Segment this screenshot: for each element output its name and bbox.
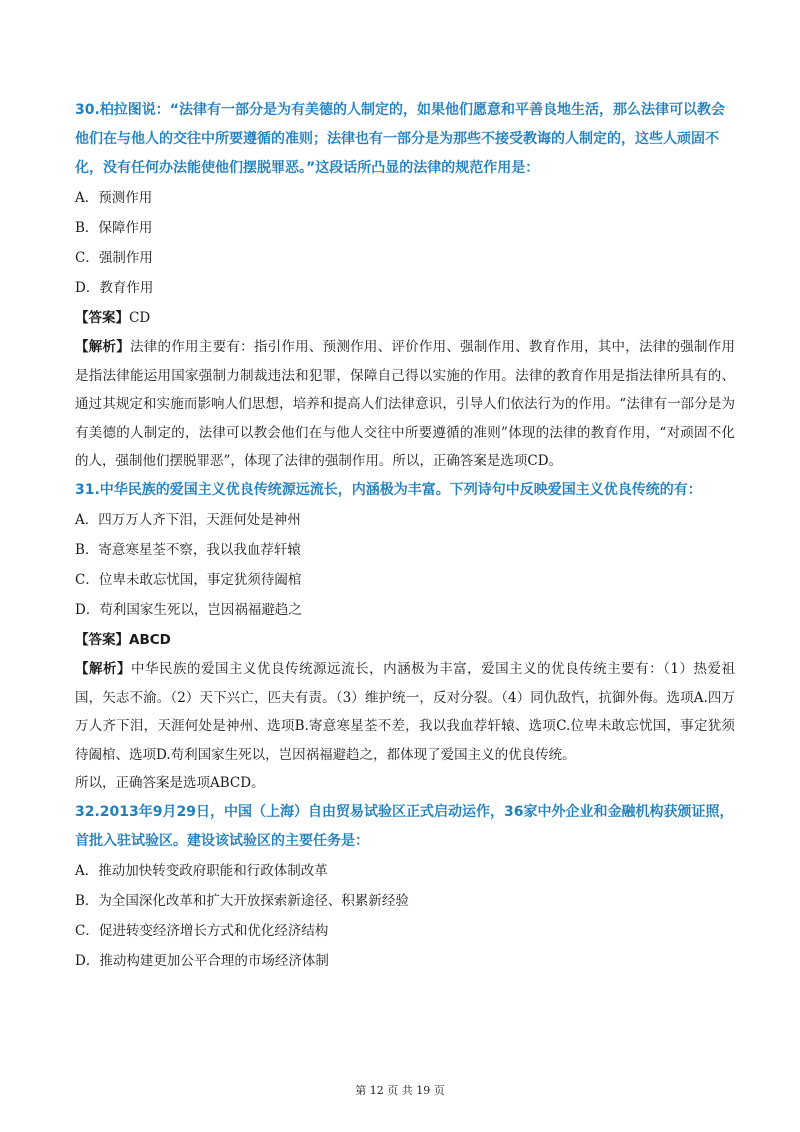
analysis-text: 中华民族的爱国主义优良传统源远流长，内涵极为丰富，爱国主义的优良传统主要有：（1）热爱祖国，矢志不渝。（2）天下兴亡，匹夫有责。（3）维护统一，反对分裂。（4）同仇敌忾，抗御外侮。选项A.四万万人齐下泪，天涯何处是神州、选项B.寄意寒星荃不差，我以我血荐轩辕、选项C.位卑未敢忘忧国，事定犹须待阖棺、选项D.苟利国家生死以，岂因祸福避趋之，都体现了爱国主义的优良传统。 <box>75 660 735 763</box>
question-32-option-d: D．推动构建更加公平合理的市场经济体制 <box>75 952 329 969</box>
analysis-tag: 【解析】 <box>75 660 132 677</box>
question-30-option-a: A．预测作用 <box>75 190 153 206</box>
question-32-option-c: C．促进转变经济增长方式和优化经济结构 <box>75 922 329 939</box>
answer-tag: 【答案】 <box>75 310 129 326</box>
question-30-option-c: C．强制作用 <box>75 250 153 266</box>
question-30-option-b: B．保障作用 <box>75 220 153 236</box>
analysis-text: 法律的作用主要有：指引作用、预测作用、评价作用、强制作用、教育作用，其中，法律的强制作用是指法律能运用国家强制力制裁违法和犯罪，保障自己得以实施的作用。法律的教育作用是指法律所具有的、通过其规定和实施而影响人们思想，培养和提高人们法律意识，引导人们依法行为的作用。“法律有一部分是为有美德的人制定的，法律可以教会他们在与他人交往中所要遵循的准则”体现的法律的教育作用，“对顽固不化的人，强制他们摆脱罪恶”，体现了法律的强制作用。所以，正确答案是选项CD。 <box>75 339 736 470</box>
question-31-option-a: A．四万万人齐下泪，天涯何处是神州 <box>75 511 301 528</box>
question-31-option-b: B．寄意寒星荃不察，我以我血荐轩辕 <box>75 541 301 558</box>
question-30-option-d: D．教育作用 <box>75 280 154 296</box>
question-32-option-b: B．为全国深化改革和扩大开放探索新途径、积累新经验 <box>75 892 409 909</box>
question-31-analysis <box>75 655 735 769</box>
question-30-title: 30.柏拉图说：“法律有一部分是为有美德的人制定的，如果他们愿意和平善良地生活，那么法律可以教会他们在与他人的交往中所要遵循的准则；法律也有一部分是为那些不接受教诲的人制定的，这些人顽固不化，没有任何办法能使他们摆脱罪恶。”这段话所凸显的法律的规范作用是： <box>75 102 725 176</box>
answer-value: CD <box>129 310 151 326</box>
question-30-analysis <box>75 333 735 476</box>
question-32-option-a: A．推动加快转变政府职能和行政体制改革 <box>75 862 328 879</box>
question-31-option-c: C．位卑未敢忘忧国，事定犹须待阖棺 <box>75 571 302 588</box>
analysis-tag: 【解析】 <box>75 339 131 355</box>
question-32-title: 32.2013年9月29日，中国（上海）自由贸易试验区正式启动运作，36家中外企业和金融机构获颁证照，首批入驻试验区。建设该试验区的主要任务是： <box>75 803 734 849</box>
answer-value: ABCD <box>129 631 171 648</box>
answer-tag: 【答案】 <box>75 631 129 648</box>
page-footer: 第 12 页 共 19 页 <box>355 1084 445 1097</box>
document-page <box>75 96 735 976</box>
question-31-conclusion: 所以，正确答案是选项ABCD。 <box>75 775 265 792</box>
question-31-answer <box>75 625 735 655</box>
question-30-answer <box>75 303 735 333</box>
question-31-title: 31.中华民族的爱国主义优良传统源远流长，内涵极为丰富。下列诗句中反映爱国主义优良传统的有： <box>75 481 702 498</box>
question-31-option-d: D．苟利国家生死以，岂因祸福避趋之 <box>75 601 302 618</box>
